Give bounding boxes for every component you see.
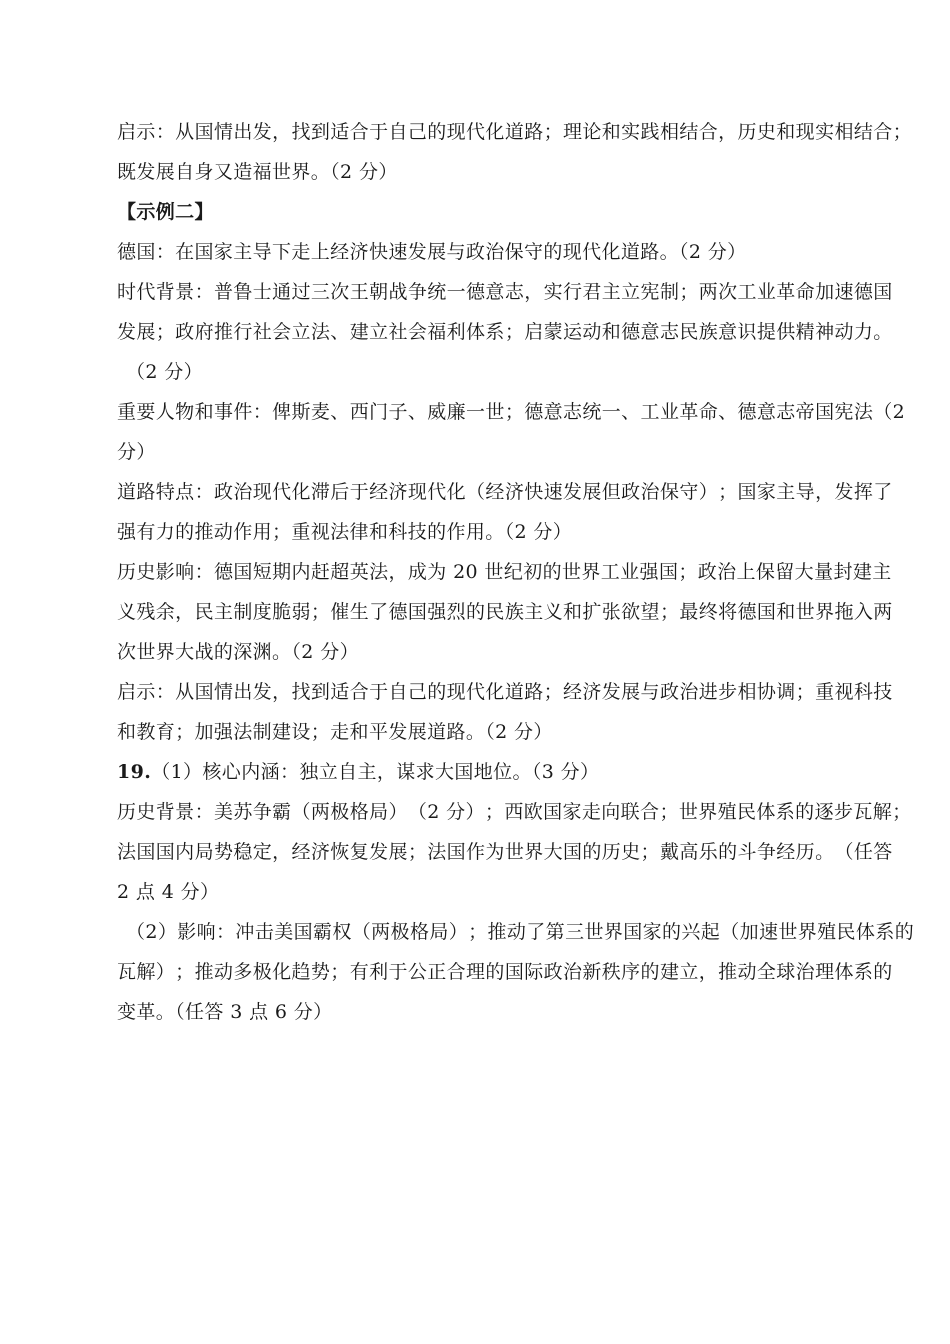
text-line: 2 点 4 分） <box>117 881 220 903</box>
text-line: 和教育；加强法制建设；走和平发展道路。（2 分） <box>117 721 553 743</box>
text-line: 分） <box>117 441 156 463</box>
text-line: 既发展自身又造福世界。（2 分） <box>117 161 398 183</box>
question-number: 19. <box>117 761 152 783</box>
text-line: 义 残 余 ， 民 主 制 度 脆 弱 ； 催 生 了 德 国 强 烈 的 民 族 主 义 和 扩 张 欲 望 ； 最 终 将 德 国 和 世 界 拖 入 两 <box>117 601 893 623</box>
text-line: 法 国 国 内 局 势 稳 定 ， 经 济 恢 复 发 展 ； 法 国 作 为 世 界 大 国 的 历 史 ； 戴 高 乐 的 斗 争 经 历 。 （ 任 答 <box>117 841 893 863</box>
text-line: 时 代 背 景 ： 普 鲁 士 通 过 三 次 王 朝 战 争 统 一 德 意 志 ， 实 行 君 主 立 宪 制 ； 两 次 工 业 革 命 加 速 德 国 <box>117 281 893 303</box>
text-line: 【示例二】 <box>117 201 214 223</box>
text-line: 启 示 ： 从 国 情 出 发 ， 找 到 适 合 于 自 己 的 现 代 化 道 路 ； 理 论 和 实 践 相 结 合 ， 历 史 和 现 实 相 结 合 ； <box>117 121 913 143</box>
text-line: 发 展 ； 政 府 推 行 社 会 立 法 、 建 立 社 会 福 利 体 系 ； 启 蒙 运 动 和 德 意 志 民 族 意 识 提 供 精 神 动 力 。 <box>117 321 893 343</box>
text-line: 启 示 ： 从 国 情 出 发 ， 找 到 适 合 于 自 己 的 现 代 化 道 路 ； 经 济 发 展 与 政 治 进 步 相 协 调 ； 重 视 科 技 <box>117 681 893 703</box>
text-line: 道 路 特 点 ： 政 治 现 代 化 滞 后 于 经 济 现 代 化 （ 经 济 快 速 发 展 但 政 治 保 守 ） ； 国 家 主 导 ， 发 挥 了 <box>117 481 893 503</box>
text-line: 次世界大战的深渊。（2 分） <box>117 641 359 663</box>
text-line: 历 史 影 响 ： 德 国 短 期 内 赶 超 英 法 ， 成 为 2 0 世 纪 初 的 世 界 工 业 强 国 ； 政 治 上 保 留 大 量 封 建 主 <box>117 561 892 583</box>
answer-key-text-block <box>117 112 915 1032</box>
text-line: （ 2 ） 影 响 ： 冲 击 美 国 霸 权 （ 两 极 格 局 ） ； 推 动 了 第 三 世 界 国 家 的 兴 起 （ 加 速 世 界 殖 民 体 系 的 <box>126 921 915 943</box>
text-line: 变革。（任答 3 点 6 分） <box>117 1001 333 1023</box>
text-line: 德国：在国家主导下走上经济快速发展与政治保守的现代化道路。（2 分） <box>117 241 747 263</box>
text-line <box>117 752 835 792</box>
text-line: （2 分） <box>126 361 204 383</box>
text-line: 重 要 人 物 和 事 件 ： 俾 斯 麦 、 西 门 子 、 威 廉 一 世 ； 德 意 志 统 一 、 工 业 革 命 、 德 意 志 帝 国 宪 法 （ 2 <box>117 401 906 423</box>
text-line: 强有力的推动作用；重视法律和科技的作用。（2 分） <box>117 521 573 543</box>
text-line: 瓦 解 ） ； 推 动 多 极 化 趋 势 ； 有 利 于 公 正 合 理 的 国 际 政 治 新 秩 序 的 建 立 ， 推 动 全 球 治 理 体 系 的 <box>117 961 893 983</box>
text-line: 历 史 背 景 ： 美 苏 争 霸 （ 两 极 格 局 ） （ 2 分 ） ； 西 欧 国 家 走 向 联 合 ； 世 界 殖 民 体 系 的 逐 步 瓦 解 ； <box>117 801 912 823</box>
text-line-content: （1）核心内涵：独立自主，谋求大国地位。（3 分） <box>151 761 600 783</box>
